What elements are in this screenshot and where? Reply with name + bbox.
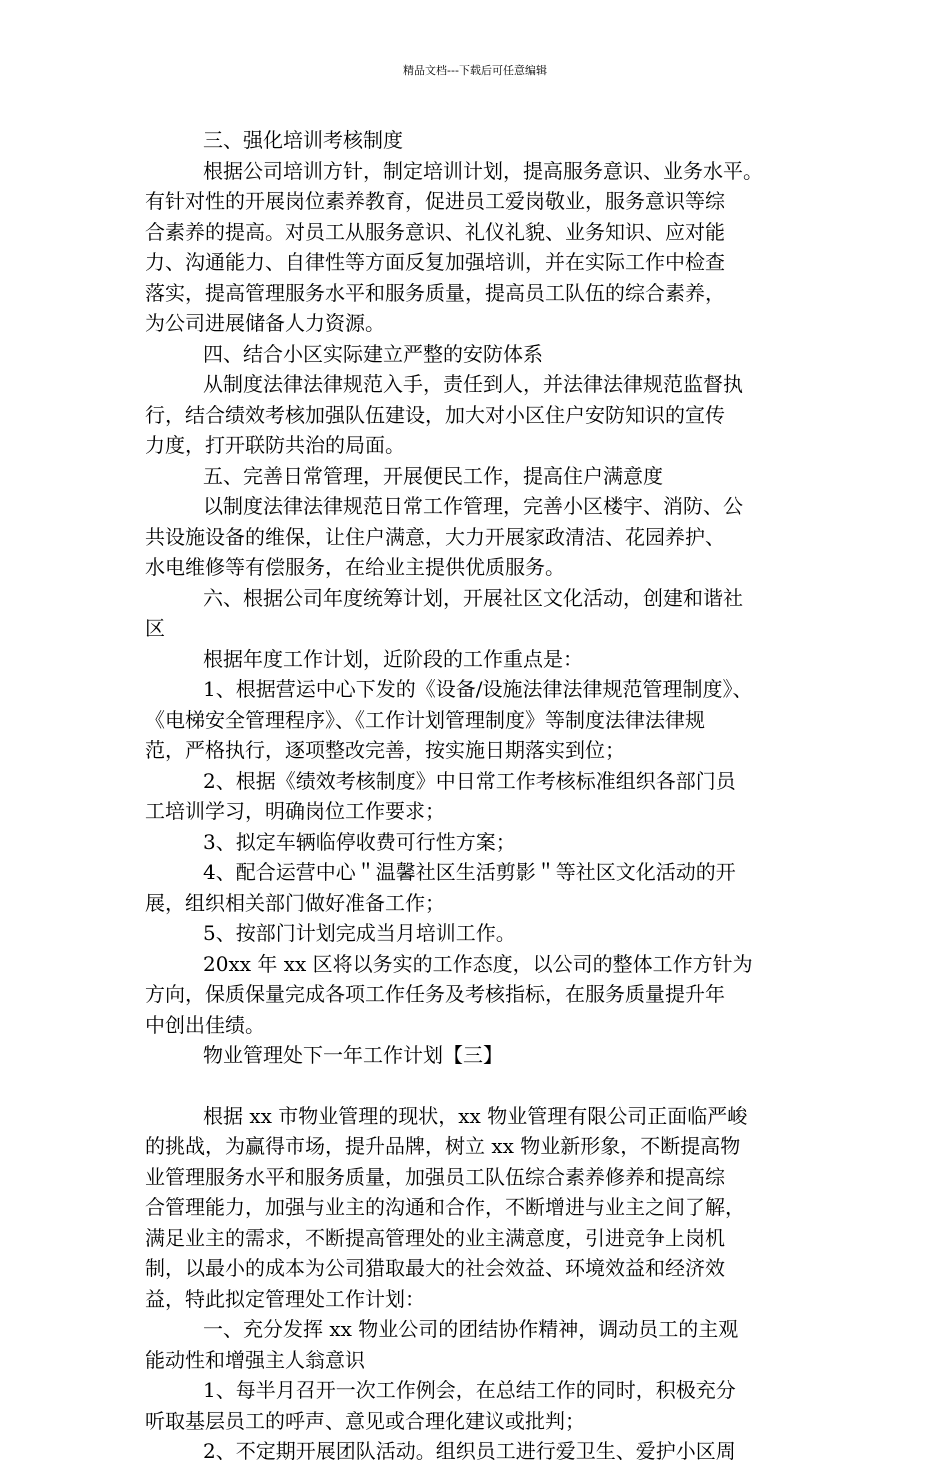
page-header: 精品文档---下载后可任意编辑 — [403, 64, 547, 77]
text-line: 根据公司培训方针，制定培训计划，提高服务意识、业务水平。 — [203, 158, 763, 183]
text-line: 益，特此拟定管理处工作计划： — [145, 1286, 425, 1311]
text-line: 4、配合运营中心＂温馨社区生活剪影＂等社区文化活动的开 — [203, 860, 736, 884]
text-line: 听取基层员工的呼声、意见或合理化建议或批判； — [145, 1408, 585, 1433]
text-line: 中创出佳绩。 — [145, 1012, 265, 1037]
text-line: 水电维修等有偿服务，在给业主提供优质服务。 — [145, 555, 565, 579]
text-line: 展，组织相关部门做好准备工作； — [145, 890, 445, 915]
text-line: 业管理服务水平和服务质量，加强员工队伍综合素养修养和提高综 — [145, 1164, 725, 1189]
text-line: 能动性和增强主人翁意识 — [145, 1347, 365, 1372]
text-line: 合素养的提高。对员工从服务意识、礼仪礼貌、业务知识、应对能 — [145, 219, 725, 244]
text-line: 从制度法律法律规范入手，责任到人，并法律法律规范监督执 — [203, 372, 743, 396]
text-line — [145, 1071, 810, 1101]
text-line: 六、根据公司年度统筹计划，开展社区文化活动，创建和谐社 — [203, 585, 743, 610]
text-line: 五、完善日常管理，开展便民工作，提高住户满意度 — [203, 463, 663, 488]
text-line: 以制度法律法律规范日常工作管理，完善小区楼宇、消防、公 — [203, 494, 743, 518]
text-line: 方向，保质保量完成各项工作任务及考核指标，在服务质量提升年 — [145, 982, 725, 1006]
text-line: 20xx 年 xx 区将以务实的工作态度，以公司的整体工作方针为 — [203, 951, 753, 976]
text-line: 根据 xx 市物业管理的现状，xx 物业管理有限公司正面临严峻 — [203, 1103, 748, 1128]
text-line: 一、充分发挥 xx 物业公司的团结协作精神，调动员工的主观 — [203, 1317, 739, 1341]
text-line: 工培训学习，明确岗位工作要求； — [145, 799, 445, 823]
text-line: 制，以最小的成本为公司猎取最大的社会效益、环境效益和经济效 — [145, 1256, 725, 1280]
text-line: 落实，提高管理服务水平和服务质量，提高员工队伍的综合素养， — [145, 280, 725, 305]
text-line: 2、根据《绩效考核制度》中日常工作考核标准组织各部门员 — [203, 768, 736, 793]
text-line: 满足业主的需求，不断提高管理处的业主满意度，引进竞争上岗机 — [145, 1225, 725, 1250]
text-line: 范，严格执行，逐项整改完善，按实施日期落实到位； — [145, 738, 625, 762]
text-line: 1、每半月召开一次工作例会，在总结工作的同时，积极充分 — [203, 1378, 736, 1402]
text-line: 行，结合绩效考核加强队伍建设，加大对小区住户安防知识的宣传 — [145, 402, 725, 427]
text-line: 区 — [145, 616, 165, 640]
text-line: 3、拟定车辆临停收费可行性方案； — [203, 829, 516, 854]
text-line: 根据年度工作计划，近阶段的工作重点是： — [203, 646, 583, 671]
text-line: 共设施设备的维保，让住户满意，大力开展家政清洁、花园养护、 — [145, 524, 725, 549]
text-line: 有针对性的开展岗位素养教育，促进员工爱岗敬业，服务意识等综 — [145, 189, 725, 213]
text-line: 2、不定期开展团队活动。组织员工进行爱卫生、爱护小区周 — [203, 1439, 736, 1463]
text-line: 合管理能力，加强与业主的沟通和合作，不断增进与业主之间了解， — [145, 1195, 745, 1219]
text-line: 物业管理处下一年工作计划【三】 — [203, 1043, 503, 1067]
text-line: 5、按部门计划完成当月培训工作。 — [203, 921, 516, 945]
document-body — [145, 125, 810, 1467]
text-line: 1、根据营运中心下发的《设备/设施法律法律规范管理制度》、 — [203, 677, 753, 701]
text-line: 力、沟通能力、自律性等方面反复加强培训，并在实际工作中检查 — [145, 250, 725, 274]
text-line: 四、结合小区实际建立严整的安防体系 — [203, 341, 543, 366]
text-line: 的挑战，为赢得市场，提升品牌，树立 xx 物业新形象，不断提高物 — [145, 1134, 741, 1158]
text-line: 三、强化培训考核制度 — [203, 128, 403, 152]
text-line: 《电梯安全管理程序》、《工作计划管理制度》等制度法律法律规 — [145, 707, 705, 732]
text-line: 力度，打开联防共治的局面。 — [145, 433, 405, 457]
text-line: 为公司进展储备人力资源。 — [145, 311, 385, 335]
